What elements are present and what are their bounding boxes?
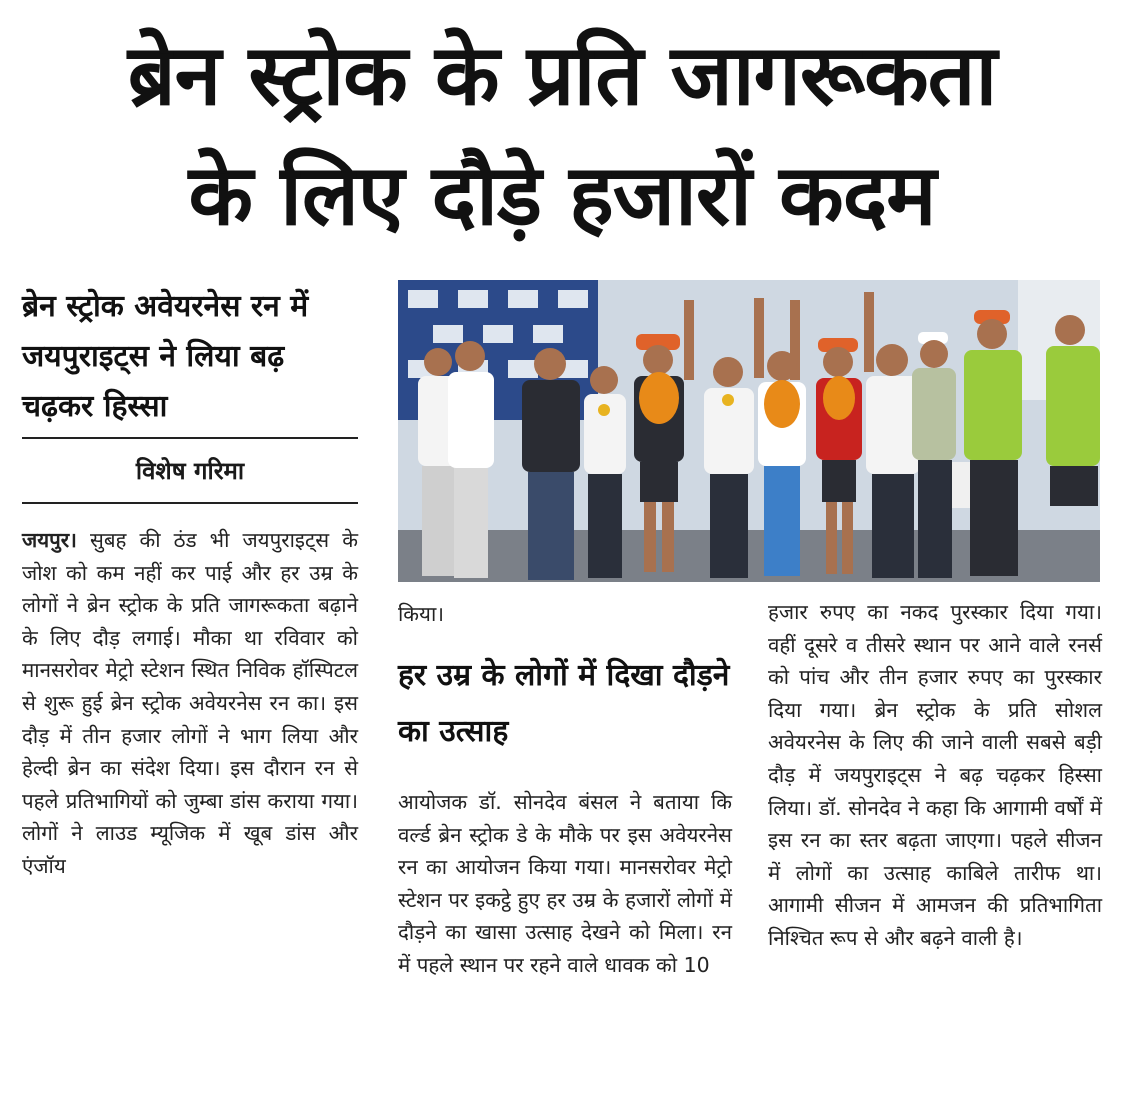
group-photo-icon — [398, 280, 1100, 582]
divider-top — [22, 437, 358, 439]
headline-line-2: के लिए दौड़े हजारों कदम — [188, 146, 936, 244]
subheadline: ब्रेन स्ट्रोक अवेयरनेस रन में जयपुराइट्स ने लिया बढ़ चढ़कर हिस्सा — [22, 289, 309, 424]
article-column-2-top: किया। — [398, 602, 445, 626]
article-column-1 — [22, 524, 358, 883]
headline-line-1: ब्रेन स्ट्रोक के प्रति जागरूकता — [127, 26, 997, 124]
byline: विशेष गरिमा — [135, 457, 245, 485]
article-column-2: आयोजक डॉ. सोनदेव बंसल ने बताया कि वर्ल्ड ब्रेन स्ट्रोक डे के मौके पर इस अवेयरनेस रन का आयोजन किया गया। मानसरोवर मेट्रो स्टेशन पर इकट्ठे हुए हर उम्र के हजारों लोगों में दौड़ने का खासा उत्साह देखने को मिला। रन में पहले स्थान पर रहने वाले धावक को 10 — [398, 790, 732, 977]
group-photo — [398, 280, 1100, 582]
divider-bottom — [22, 502, 358, 504]
section-subheading: हर उम्र के लोगों में दिखा दौड़ने का उत्साह — [398, 658, 730, 749]
dateline: जयपुर। — [22, 528, 77, 552]
column-1-text: सुबह की ठंड भी जयपुराइट्स के जोश को कम नहीं कर पाई और हर उम्र के लोगों ने ब्रेन स्ट्रोक के प्रति जागरूकता बढ़ाने के लिए दौड़ लगाई। मौका था रविवार को मानसरोवर मेट्रो स्टेशन स्थित निविक हॉस्पिटल से शुरू हुई ब्रेन स्ट्रोक अवेयरनेस रन का। इस दौड़ में तीन हजार लोगों ने भाग लिया और हेल्दी ब्रेन का संदेश दिया। इस दौरान रन से पहले प्रतिभागियों को जुम्बा डांस कराया गया। लोगों ने लाउड म्यूजिक में खूब डांस और एंजॉय — [22, 528, 358, 878]
article-column-3: हजार रुपए का नकद पुरस्कार दिया गया। वहीं दूसरे व तीसरे स्थान पर आने वाले रनर्स को पांच और तीन हजार रुपए का पुरस्कार दिया गया। ब्रेन स्ट्रोक के प्रति सोशल अवेयरनेस के लिए की जाने वाली सबसे बड़ी दौड़ में जयपुराइट्स ने बढ़ चढ़कर हिस्सा लिया। डॉ. सोनदेव ने कहा कि आगामी वर्षों में इस रन का स्तर बढ़ता जाएगा। पहले सीजन में लोगों का उत्साह काबिले तारीफ था। आगामी सीजन में आमजन की प्रतिभागिता निश्चित रूप से और बढ़ने वाली है। — [768, 600, 1102, 950]
